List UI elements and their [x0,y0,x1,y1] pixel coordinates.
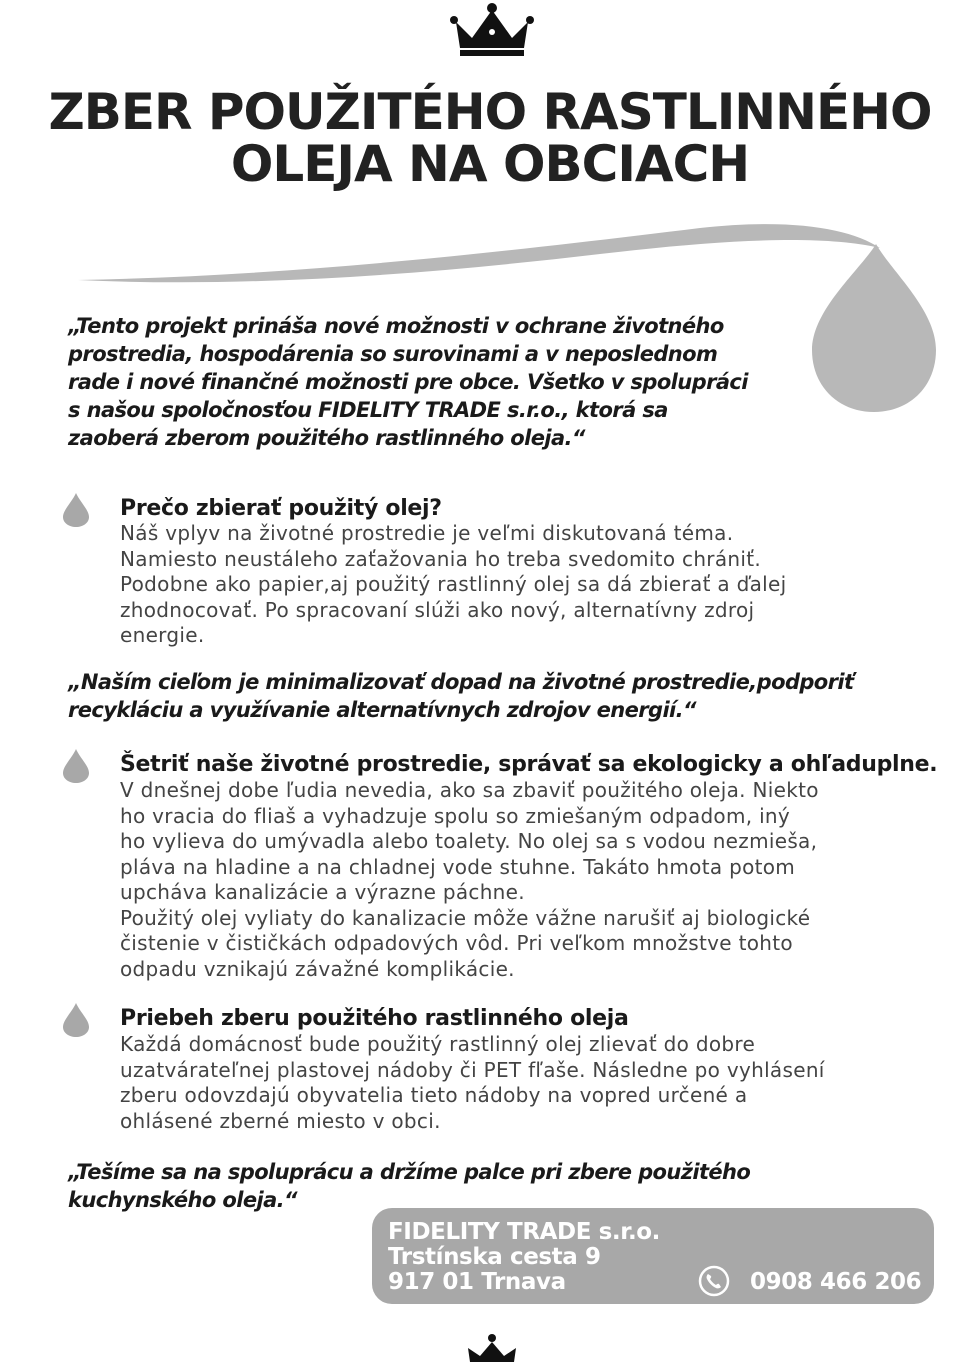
intro-quote [68,312,748,452]
closing-quote [68,1158,750,1214]
crown-icon [446,2,538,58]
goal-quote [68,668,853,724]
section-body-protect-environment [120,778,819,982]
body-line: Náš vplyv na životné prostredie je veľmi diskutovaná téma. [120,521,734,545]
body-line: Namiesto neustáleho zaťažovania ho treba svedomito chrániť. [120,546,762,571]
body-line: Podobne ako papier,aj použitý rastlinný olej sa dá zbierať a ďalej [120,572,787,596]
company-name: FIDELITY TRADE s.r.o. [388,1219,661,1245]
intro-quote-line: s našou spoločnosťou FIDELITY TRADE s.r.o., ktorá sa [68,398,668,422]
closing-quote-line: „Tešíme sa na spoluprácu a držíme palce pri zbere použitého [68,1160,751,1184]
section-body-collection-process [120,1032,825,1134]
body-line: Použitý olej vyliaty do kanalizacie môže vážne narušiť aj biologické [120,905,811,930]
body-line: odpadu vznikajú závažné komplikácie. [120,956,515,981]
goal-quote-line: recykláciu a využívanie alternatívnych zdrojov energií.“ [68,698,696,722]
intro-quote-line: „Tento projekt prináša nové možnosti v ochrane životného [68,314,724,338]
body-line: zhodnocovať. Po spracovaní slúži ako nový, alternatívny zdroj [120,597,755,622]
page-title-line-1: ZBER POUŽITÉHO RASTLINNÉHO [48,83,932,141]
body-line: energie. [120,623,205,647]
body-line: čistenie v čističkách odpadových vôd. Pri veľkom množstve tohto [120,931,793,955]
page-title-line-2: OLEJA NA OBCIACH [230,135,750,193]
body-line: ho vracia do fliaš a vyhadzuje spolu so zmiešaným odpadom, iný [120,803,791,828]
intro-quote-line: prostredia, hospodárenia so surovinami a v neposlednom [68,342,718,366]
droplet-icon [62,1002,90,1038]
phone-number[interactable]: 0908 466 206 [750,1269,922,1295]
droplet-icon [62,492,90,528]
intro-quote-line: zaoberá zberom použitého rastlinného oleja.“ [68,426,585,450]
droplet-icon [62,748,90,784]
section-body-why-collect [120,521,787,649]
intro-quote-line: rade i nové finančné možnosti pre obce. Všetko v spolupráci [68,370,748,394]
body-line: Každá domácnosť bude použitý rastlinný olej zlievať do dobre [120,1032,756,1056]
company-street: Trstínska cesta 9 [388,1244,601,1270]
body-line: V dnešnej dobe ľudia nevedia, ako sa zbaviť použitého oleja. Niekto [120,778,819,802]
company-city: 917 01 Trnava [388,1269,566,1295]
section-heading-protect-environment: Šetriť naše životné prostredie, správať sa ekologicky a ohľaduplne. [120,752,938,777]
body-line: ho vylieva do umývadla alebo toalety. No olej sa s vodou nezmieša, [120,829,818,853]
closing-quote-line: kuchynského oleja.“ [68,1188,297,1212]
body-line: pláva na hladine a na chladnej vode stuhne. Takáto hmota potom [120,854,796,879]
goal-quote-line: „Naším cieľom je minimalizovať dopad na životné prostredie,podporiť [68,670,854,694]
body-line: upcháva kanalizácie a výrazne páchne. [120,880,525,904]
body-line: ohlásené zberné miesto v obci. [120,1108,441,1133]
body-line: zberu odovzdajú obyvatelia tieto nádoby na vopred určené a [120,1083,748,1107]
body-line: uzatvárateľnej plastovej nádoby či PET fľaše. Následne po vyhlásení [120,1057,825,1082]
crown-icon [464,1332,520,1362]
section-heading-why-collect: Prečo zbierať použitý olej? [120,496,442,521]
phone-icon [698,1265,730,1297]
section-heading-collection-process: Priebeh zberu použitého rastlinného oleja [120,1006,629,1031]
